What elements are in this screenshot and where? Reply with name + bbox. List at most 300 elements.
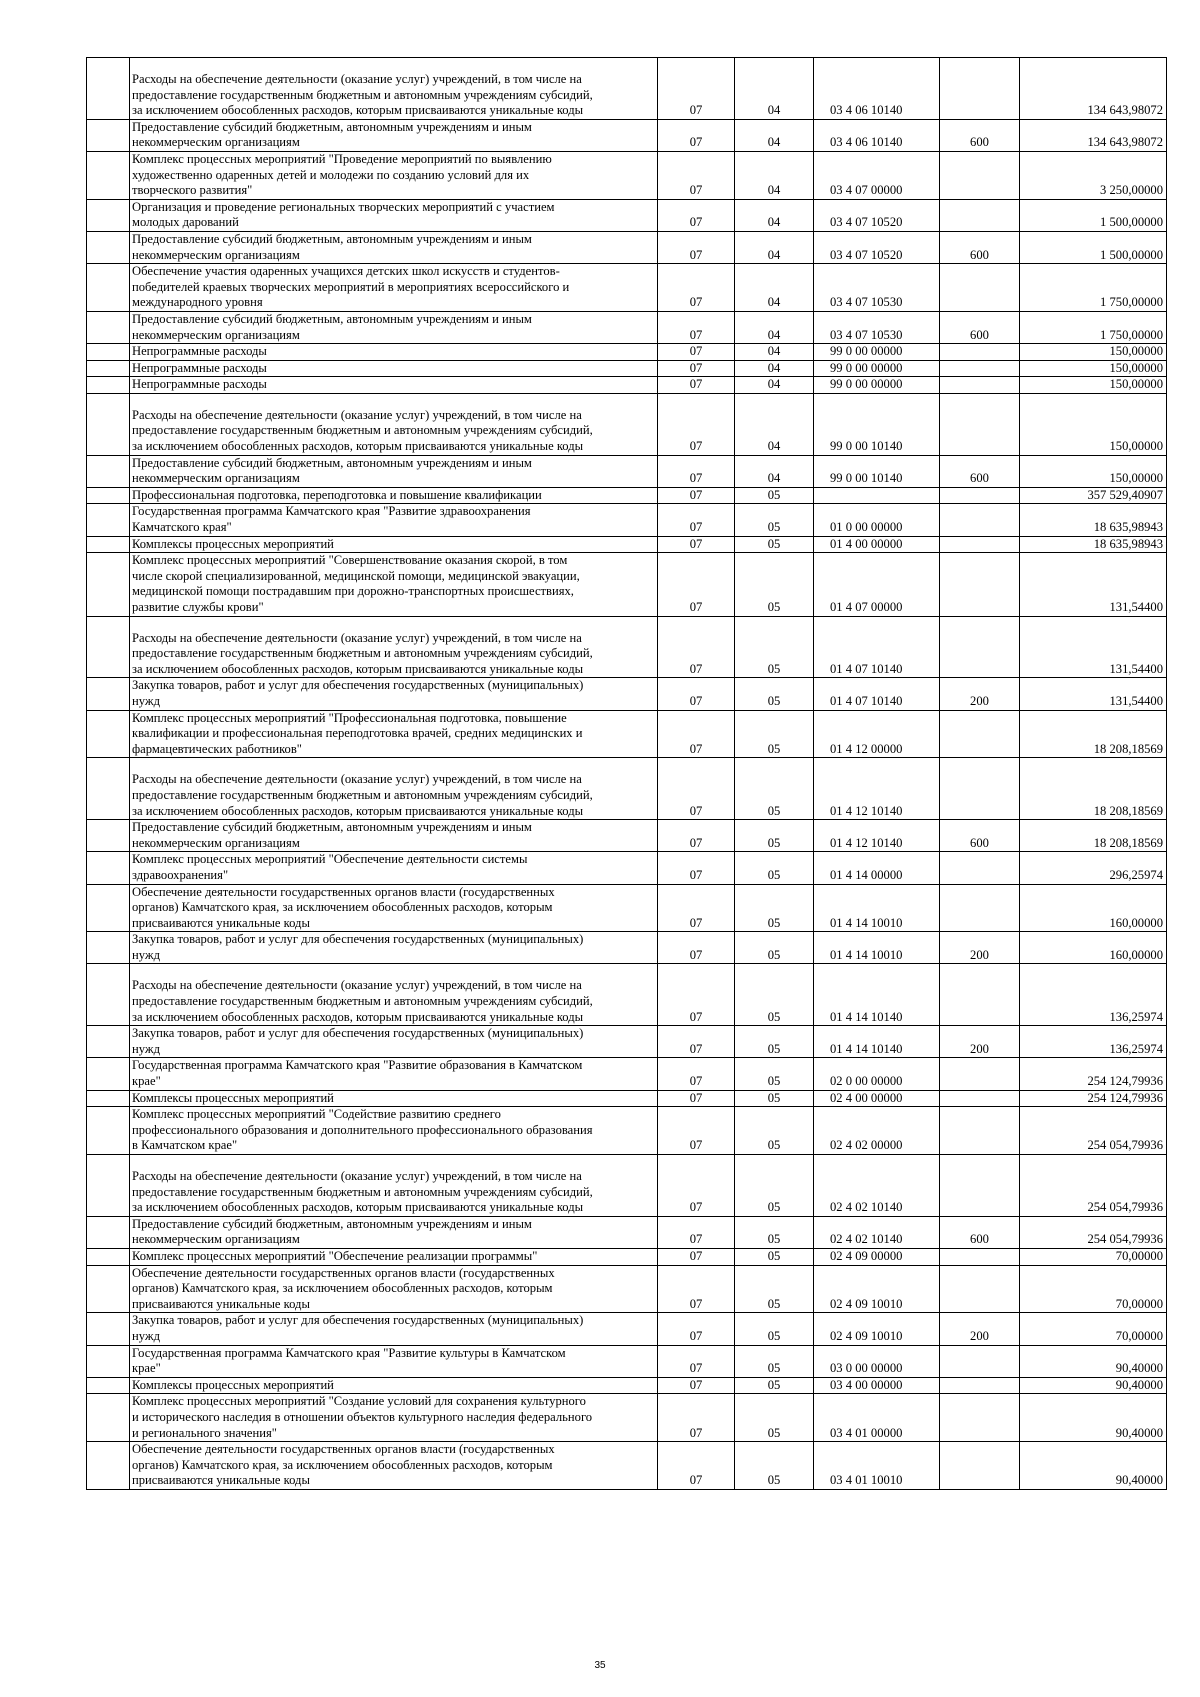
subsection-code-cell: 04 — [735, 264, 814, 312]
target-article-cell: 01 4 07 10140 — [814, 616, 940, 678]
amount-cell: 1 500,00000 — [1020, 199, 1167, 231]
row-margin-cell — [87, 264, 130, 312]
row-margin-cell — [87, 311, 130, 343]
expense-type-cell: 600 — [940, 119, 1020, 151]
section-code-cell: 07 — [658, 1394, 735, 1442]
row-margin-cell — [87, 1107, 130, 1155]
subsection-code-cell: 05 — [735, 553, 814, 616]
table-row — [87, 710, 1167, 758]
target-article-cell: 99 0 00 00000 — [814, 344, 940, 361]
expense-name-cell: Расходы на обеспечение деятельности (оказание услуг) учреждений, в том числе на предоставление государственным бюджетным и автономным учреждениям субсидий, за исключением обособленных расходов, которым присваиваются уникальные коды — [130, 393, 658, 455]
subsection-code-cell: 05 — [735, 964, 814, 1026]
section-code-cell: 07 — [658, 1155, 735, 1217]
row-margin-cell — [87, 151, 130, 199]
subsection-code-cell: 04 — [735, 231, 814, 263]
subsection-code-cell: 05 — [735, 487, 814, 504]
subsection-code-cell: 05 — [735, 710, 814, 758]
expense-type-cell — [940, 264, 1020, 312]
subsection-code-cell: 05 — [735, 1026, 814, 1058]
expense-name-cell: Закупка товаров, работ и услуг для обеспечения государственных (муниципальных) нужд — [130, 678, 658, 710]
target-article-cell: 01 4 12 10140 — [814, 758, 940, 820]
row-margin-cell — [87, 932, 130, 964]
amount-cell: 131,54400 — [1020, 616, 1167, 678]
expense-name-cell: Государственная программа Камчатского края "Развитие здравоохранения Камчатского края" — [130, 504, 658, 536]
section-code-cell: 07 — [658, 311, 735, 343]
section-code-cell: 07 — [658, 710, 735, 758]
subsection-code-cell: 05 — [735, 1442, 814, 1490]
amount-cell: 70,00000 — [1020, 1265, 1167, 1313]
table-row — [87, 393, 1167, 455]
section-code-cell: 07 — [658, 487, 735, 504]
subsection-code-cell: 05 — [735, 1313, 814, 1345]
amount-cell: 254 054,79936 — [1020, 1107, 1167, 1155]
row-margin-cell — [87, 1442, 130, 1490]
amount-cell: 90,40000 — [1020, 1345, 1167, 1377]
section-code-cell: 07 — [658, 616, 735, 678]
row-margin-cell — [87, 536, 130, 553]
expense-type-cell — [940, 344, 1020, 361]
amount-cell: 254 054,79936 — [1020, 1216, 1167, 1248]
amount-cell: 90,40000 — [1020, 1377, 1167, 1394]
table-row — [87, 231, 1167, 263]
subsection-code-cell: 04 — [735, 311, 814, 343]
section-code-cell: 07 — [658, 1216, 735, 1248]
section-code-cell: 07 — [658, 344, 735, 361]
section-code-cell: 07 — [658, 1026, 735, 1058]
target-article-cell: 99 0 00 00000 — [814, 360, 940, 377]
row-margin-cell — [87, 1090, 130, 1107]
expense-type-cell — [940, 487, 1020, 504]
table-row — [87, 964, 1167, 1026]
expense-name-cell: Предоставление субсидий бюджетным, автономным учреждениям и иным некоммерческим организациям — [130, 231, 658, 263]
table-row — [87, 1313, 1167, 1345]
row-margin-cell — [87, 884, 130, 932]
target-article-cell: 01 4 14 10010 — [814, 884, 940, 932]
expense-type-cell — [940, 393, 1020, 455]
table-row — [87, 553, 1167, 616]
expense-name-cell: Комплекс процессных мероприятий "Обеспечение деятельности системы здравоохранения" — [130, 852, 658, 884]
section-code-cell: 07 — [658, 455, 735, 487]
expense-name-cell: Обеспечение деятельности государственных органов власти (государственных органов) Камчатского края, за исключением обособленных расходов, которым присваиваются уникальные коды — [130, 884, 658, 932]
expense-name-cell: Комплексы процессных мероприятий — [130, 1090, 658, 1107]
expense-name-cell: Расходы на обеспечение деятельности (оказание услуг) учреждений, в том числе на предоставление государственным бюджетным и автономным учреждениям субсидий, за исключением обособленных расходов, которым присваиваются уникальные коды — [130, 758, 658, 820]
amount-cell: 18 208,18569 — [1020, 710, 1167, 758]
expense-name-cell: Организация и проведение региональных творческих мероприятий с участием молодых дарований — [130, 199, 658, 231]
amount-cell: 18 208,18569 — [1020, 820, 1167, 852]
section-code-cell: 07 — [658, 1248, 735, 1265]
subsection-code-cell: 04 — [735, 58, 814, 120]
section-code-cell: 07 — [658, 377, 735, 394]
amount-cell: 150,00000 — [1020, 455, 1167, 487]
expense-name-cell: Комплекс процессных мероприятий "Обеспечение реализации программы" — [130, 1248, 658, 1265]
expense-name-cell: Профессиональная подготовка, переподготовка и повышение квалификации — [130, 487, 658, 504]
row-margin-cell — [87, 553, 130, 616]
table-row — [87, 616, 1167, 678]
target-article-cell: 02 4 02 10140 — [814, 1216, 940, 1248]
expense-type-cell — [940, 1090, 1020, 1107]
expense-type-cell: 600 — [940, 455, 1020, 487]
table-row — [87, 1155, 1167, 1217]
amount-cell: 150,00000 — [1020, 360, 1167, 377]
expense-name-cell: Обеспечение участия одаренных учащихся детских школ искусств и студентов- победителей краевых творческих мероприятий в мероприятиях всероссийского и международного уровня — [130, 264, 658, 312]
row-margin-cell — [87, 199, 130, 231]
expense-type-cell: 600 — [940, 820, 1020, 852]
table-row — [87, 360, 1167, 377]
table-row — [87, 58, 1167, 120]
subsection-code-cell: 05 — [735, 1265, 814, 1313]
section-code-cell: 07 — [658, 1313, 735, 1345]
expense-type-cell — [940, 884, 1020, 932]
subsection-code-cell: 04 — [735, 119, 814, 151]
target-article-cell: 03 4 07 10520 — [814, 231, 940, 263]
amount-cell: 136,25974 — [1020, 964, 1167, 1026]
section-code-cell: 07 — [658, 58, 735, 120]
expense-name-cell: Комплекс процессных мероприятий "Проведение мероприятий по выявлению художественно одаренных детей и молодежи по созданию условий для их творческого развития" — [130, 151, 658, 199]
target-article-cell: 02 4 09 00000 — [814, 1248, 940, 1265]
row-margin-cell — [87, 377, 130, 394]
row-margin-cell — [87, 820, 130, 852]
expense-type-cell — [940, 852, 1020, 884]
subsection-code-cell: 04 — [735, 151, 814, 199]
row-margin-cell — [87, 964, 130, 1026]
target-article-cell: 03 4 01 00000 — [814, 1394, 940, 1442]
expense-name-cell: Закупка товаров, работ и услуг для обеспечения государственных (муниципальных) нужд — [130, 1026, 658, 1058]
amount-cell: 1 750,00000 — [1020, 264, 1167, 312]
target-article-cell: 02 4 09 10010 — [814, 1313, 940, 1345]
section-code-cell: 07 — [658, 852, 735, 884]
target-article-cell: 01 4 14 10140 — [814, 1026, 940, 1058]
section-code-cell: 07 — [658, 553, 735, 616]
target-article-cell: 03 4 07 00000 — [814, 151, 940, 199]
expense-name-cell: Комплекс процессных мероприятий "Совершенствование оказания скорой, в том числе скорой специализированной, медицинской помощи, медицинской эвакуации, медицинской помощи пострадавшим при дорожно-транспортных происшествиях, развитие службы крови" — [130, 553, 658, 616]
section-code-cell: 07 — [658, 1377, 735, 1394]
subsection-code-cell: 04 — [735, 377, 814, 394]
subsection-code-cell: 05 — [735, 1155, 814, 1217]
expense-name-cell: Предоставление субсидий бюджетным, автономным учреждениям и иным некоммерческим организациям — [130, 119, 658, 151]
table-row — [87, 1265, 1167, 1313]
target-article-cell: 03 4 07 10520 — [814, 199, 940, 231]
row-margin-cell — [87, 1058, 130, 1090]
table-row — [87, 884, 1167, 932]
table-row — [87, 455, 1167, 487]
expense-type-cell: 200 — [940, 678, 1020, 710]
amount-cell: 296,25974 — [1020, 852, 1167, 884]
section-code-cell: 07 — [658, 1265, 735, 1313]
amount-cell: 254 054,79936 — [1020, 1155, 1167, 1217]
table-row — [87, 344, 1167, 361]
budget-table-sheet — [86, 57, 1163, 1490]
expense-type-cell — [940, 553, 1020, 616]
table-row — [87, 758, 1167, 820]
subsection-code-cell: 05 — [735, 536, 814, 553]
amount-cell: 160,00000 — [1020, 932, 1167, 964]
subsection-code-cell: 05 — [735, 1248, 814, 1265]
expense-name-cell: Непрограммные расходы — [130, 377, 658, 394]
expense-type-cell — [940, 1394, 1020, 1442]
section-code-cell: 07 — [658, 393, 735, 455]
section-code-cell: 07 — [658, 504, 735, 536]
row-margin-cell — [87, 119, 130, 151]
target-article-cell: 02 4 02 10140 — [814, 1155, 940, 1217]
amount-cell: 3 250,00000 — [1020, 151, 1167, 199]
target-article-cell: 02 4 00 00000 — [814, 1090, 940, 1107]
section-code-cell: 07 — [658, 1090, 735, 1107]
expense-type-cell — [940, 1345, 1020, 1377]
subsection-code-cell: 05 — [735, 932, 814, 964]
expense-type-cell — [940, 1265, 1020, 1313]
expense-name-cell: Предоставление субсидий бюджетным, автономным учреждениям и иным некоммерческим организациям — [130, 311, 658, 343]
section-code-cell: 07 — [658, 231, 735, 263]
amount-cell: 136,25974 — [1020, 1026, 1167, 1058]
row-margin-cell — [87, 710, 130, 758]
target-article-cell: 03 4 06 10140 — [814, 119, 940, 151]
target-article-cell: 03 4 06 10140 — [814, 58, 940, 120]
section-code-cell: 07 — [658, 536, 735, 553]
amount-cell: 357 529,40907 — [1020, 487, 1167, 504]
amount-cell: 134 643,98072 — [1020, 58, 1167, 120]
subsection-code-cell: 05 — [735, 758, 814, 820]
section-code-cell: 07 — [658, 264, 735, 312]
subsection-code-cell: 05 — [735, 504, 814, 536]
subsection-code-cell: 05 — [735, 1107, 814, 1155]
table-row — [87, 119, 1167, 151]
expense-name-cell: Закупка товаров, работ и услуг для обеспечения государственных (муниципальных) нужд — [130, 932, 658, 964]
expense-name-cell: Комплекс процессных мероприятий "Профессиональная подготовка, повышение квалификации и профессиональная переподготовка врачей, средних медицинских и фармацевтических работников" — [130, 710, 658, 758]
expense-name-cell: Расходы на обеспечение деятельности (оказание услуг) учреждений, в том числе на предоставление государственным бюджетным и автономным учреждениям субсидий, за исключением обособленных расходов, которым присваиваются уникальные коды — [130, 964, 658, 1026]
expense-type-cell: 200 — [940, 932, 1020, 964]
amount-cell: 70,00000 — [1020, 1248, 1167, 1265]
expense-type-cell — [940, 758, 1020, 820]
table-row — [87, 1107, 1167, 1155]
row-margin-cell — [87, 1155, 130, 1217]
expense-name-cell: Государственная программа Камчатского края "Развитие образования в Камчатском крае" — [130, 1058, 658, 1090]
section-code-cell: 07 — [658, 1345, 735, 1377]
expense-type-cell — [940, 1155, 1020, 1217]
amount-cell: 254 124,79936 — [1020, 1058, 1167, 1090]
table-row — [87, 1090, 1167, 1107]
amount-cell: 90,40000 — [1020, 1394, 1167, 1442]
row-margin-cell — [87, 344, 130, 361]
section-code-cell: 07 — [658, 119, 735, 151]
table-row — [87, 1058, 1167, 1090]
row-margin-cell — [87, 1216, 130, 1248]
target-article-cell: 99 0 00 00000 — [814, 377, 940, 394]
expense-type-cell — [940, 964, 1020, 1026]
expense-name-cell: Комплекс процессных мероприятий "Содействие развитию среднего профессионального образования и дополнительного профессионального образования в Камчатском крае" — [130, 1107, 658, 1155]
section-code-cell: 07 — [658, 758, 735, 820]
expense-name-cell: Предоставление субсидий бюджетным, автономным учреждениям и иным некоммерческим организациям — [130, 820, 658, 852]
target-article-cell: 03 4 07 10530 — [814, 264, 940, 312]
row-margin-cell — [87, 393, 130, 455]
target-article-cell: 02 0 00 00000 — [814, 1058, 940, 1090]
section-code-cell: 07 — [658, 820, 735, 852]
target-article-cell — [814, 487, 940, 504]
table-row — [87, 1345, 1167, 1377]
row-margin-cell — [87, 616, 130, 678]
row-margin-cell — [87, 852, 130, 884]
amount-cell: 131,54400 — [1020, 553, 1167, 616]
subsection-code-cell: 05 — [735, 1216, 814, 1248]
target-article-cell: 01 0 00 00000 — [814, 504, 940, 536]
expense-type-cell: 600 — [940, 231, 1020, 263]
subsection-code-cell: 04 — [735, 199, 814, 231]
target-article-cell: 99 0 00 10140 — [814, 393, 940, 455]
expense-name-cell: Обеспечение деятельности государственных органов власти (государственных органов) Камчатского края, за исключением обособленных расходов, которым присваиваются уникальные коды — [130, 1442, 658, 1490]
section-code-cell: 07 — [658, 932, 735, 964]
section-code-cell: 07 — [658, 151, 735, 199]
section-code-cell: 07 — [658, 964, 735, 1026]
target-article-cell: 01 4 07 10140 — [814, 678, 940, 710]
expense-type-cell — [940, 710, 1020, 758]
expense-name-cell: Расходы на обеспечение деятельности (оказание услуг) учреждений, в том числе на предоставление государственным бюджетным и автономным учреждениям субсидий, за исключением обособленных расходов, которым присваиваются уникальные коды — [130, 1155, 658, 1217]
table-row — [87, 151, 1167, 199]
target-article-cell: 99 0 00 10140 — [814, 455, 940, 487]
row-margin-cell — [87, 504, 130, 536]
expense-name-cell: Непрограммные расходы — [130, 344, 658, 361]
target-article-cell: 01 4 14 00000 — [814, 852, 940, 884]
subsection-code-cell: 04 — [735, 344, 814, 361]
row-margin-cell — [87, 487, 130, 504]
amount-cell: 1 750,00000 — [1020, 311, 1167, 343]
expense-type-cell — [940, 151, 1020, 199]
expense-type-cell — [940, 199, 1020, 231]
expense-type-cell — [940, 1248, 1020, 1265]
section-code-cell: 07 — [658, 1107, 735, 1155]
amount-cell: 150,00000 — [1020, 344, 1167, 361]
expense-type-cell: 200 — [940, 1026, 1020, 1058]
target-article-cell: 01 4 07 00000 — [814, 553, 940, 616]
target-article-cell: 03 4 00 00000 — [814, 1377, 940, 1394]
amount-cell: 150,00000 — [1020, 393, 1167, 455]
table-row — [87, 311, 1167, 343]
row-margin-cell — [87, 455, 130, 487]
subsection-code-cell: 05 — [735, 852, 814, 884]
target-article-cell: 01 4 00 00000 — [814, 536, 940, 553]
expense-type-cell — [940, 377, 1020, 394]
target-article-cell: 03 0 00 00000 — [814, 1345, 940, 1377]
expense-name-cell: Комплекс процессных мероприятий "Создание условий для сохранения культурного и исторического наследия в отношении объектов культурного наследия федерального и регионального значения" — [130, 1394, 658, 1442]
subsection-code-cell: 04 — [735, 455, 814, 487]
table-row — [87, 536, 1167, 553]
section-code-cell: 07 — [658, 678, 735, 710]
table-row — [87, 1216, 1167, 1248]
amount-cell: 90,40000 — [1020, 1442, 1167, 1490]
subsection-code-cell: 05 — [735, 678, 814, 710]
row-margin-cell — [87, 1313, 130, 1345]
amount-cell: 18 635,98943 — [1020, 504, 1167, 536]
table-row — [87, 820, 1167, 852]
table-row — [87, 678, 1167, 710]
expense-type-cell — [940, 504, 1020, 536]
table-row — [87, 504, 1167, 536]
amount-cell: 254 124,79936 — [1020, 1090, 1167, 1107]
page-number: 35 — [594, 1660, 606, 1671]
amount-cell: 1 500,00000 — [1020, 231, 1167, 263]
row-margin-cell — [87, 1248, 130, 1265]
subsection-code-cell: 05 — [735, 1377, 814, 1394]
row-margin-cell — [87, 1026, 130, 1058]
expense-name-cell: Комплексы процессных мероприятий — [130, 536, 658, 553]
subsection-code-cell: 05 — [735, 1394, 814, 1442]
amount-cell: 131,54400 — [1020, 678, 1167, 710]
table-row — [87, 487, 1167, 504]
expense-name-cell: Закупка товаров, работ и услуг для обеспечения государственных (муниципальных) нужд — [130, 1313, 658, 1345]
amount-cell: 18 208,18569 — [1020, 758, 1167, 820]
subsection-code-cell: 05 — [735, 1058, 814, 1090]
section-code-cell: 07 — [658, 1058, 735, 1090]
subsection-code-cell: 05 — [735, 1090, 814, 1107]
target-article-cell: 03 4 01 10010 — [814, 1442, 940, 1490]
expense-type-cell: 600 — [940, 1216, 1020, 1248]
subsection-code-cell: 04 — [735, 360, 814, 377]
amount-cell: 160,00000 — [1020, 884, 1167, 932]
expense-type-cell — [940, 1442, 1020, 1490]
budget-table — [86, 57, 1167, 1490]
row-margin-cell — [87, 360, 130, 377]
subsection-code-cell: 04 — [735, 393, 814, 455]
target-article-cell: 01 4 14 10140 — [814, 964, 940, 1026]
row-margin-cell — [87, 231, 130, 263]
row-margin-cell — [87, 58, 130, 120]
expense-name-cell: Предоставление субсидий бюджетным, автономным учреждениям и иным некоммерческим организациям — [130, 455, 658, 487]
section-code-cell: 07 — [658, 360, 735, 377]
row-margin-cell — [87, 1265, 130, 1313]
table-row — [87, 1377, 1167, 1394]
table-row — [87, 1248, 1167, 1265]
table-row — [87, 264, 1167, 312]
table-row — [87, 852, 1167, 884]
expense-type-cell: 200 — [940, 1313, 1020, 1345]
table-row — [87, 199, 1167, 231]
expense-type-cell — [940, 58, 1020, 120]
target-article-cell: 02 4 09 10010 — [814, 1265, 940, 1313]
target-article-cell: 03 4 07 10530 — [814, 311, 940, 343]
section-code-cell: 07 — [658, 884, 735, 932]
row-margin-cell — [87, 1377, 130, 1394]
table-body — [87, 58, 1167, 1490]
expense-type-cell — [940, 616, 1020, 678]
expense-type-cell — [940, 360, 1020, 377]
subsection-code-cell: 05 — [735, 884, 814, 932]
table-row — [87, 932, 1167, 964]
expense-type-cell — [940, 1058, 1020, 1090]
section-code-cell: 07 — [658, 1442, 735, 1490]
subsection-code-cell: 05 — [735, 1345, 814, 1377]
row-margin-cell — [87, 1345, 130, 1377]
expense-name-cell: Государственная программа Камчатского края "Развитие культуры в Камчатском крае" — [130, 1345, 658, 1377]
row-margin-cell — [87, 1394, 130, 1442]
table-row — [87, 1442, 1167, 1490]
expense-type-cell — [940, 1107, 1020, 1155]
subsection-code-cell: 05 — [735, 820, 814, 852]
expense-name-cell: Расходы на обеспечение деятельности (оказание услуг) учреждений, в том числе на предоставление государственным бюджетным и автономным учреждениям субсидий, за исключением обособленных расходов, которым присваиваются уникальные коды — [130, 58, 658, 120]
expense-name-cell: Непрограммные расходы — [130, 360, 658, 377]
amount-cell: 70,00000 — [1020, 1313, 1167, 1345]
row-margin-cell — [87, 678, 130, 710]
expense-type-cell — [940, 536, 1020, 553]
expense-type-cell — [940, 1377, 1020, 1394]
table-row — [87, 377, 1167, 394]
expense-type-cell: 600 — [940, 311, 1020, 343]
amount-cell: 134 643,98072 — [1020, 119, 1167, 151]
table-row — [87, 1394, 1167, 1442]
amount-cell: 150,00000 — [1020, 377, 1167, 394]
section-code-cell: 07 — [658, 199, 735, 231]
table-row — [87, 1026, 1167, 1058]
expense-name-cell: Обеспечение деятельности государственных органов власти (государственных органов) Камчатского края, за исключением обособленных расходов, которым присваиваются уникальные коды — [130, 1265, 658, 1313]
subsection-code-cell: 05 — [735, 616, 814, 678]
target-article-cell: 02 4 02 00000 — [814, 1107, 940, 1155]
